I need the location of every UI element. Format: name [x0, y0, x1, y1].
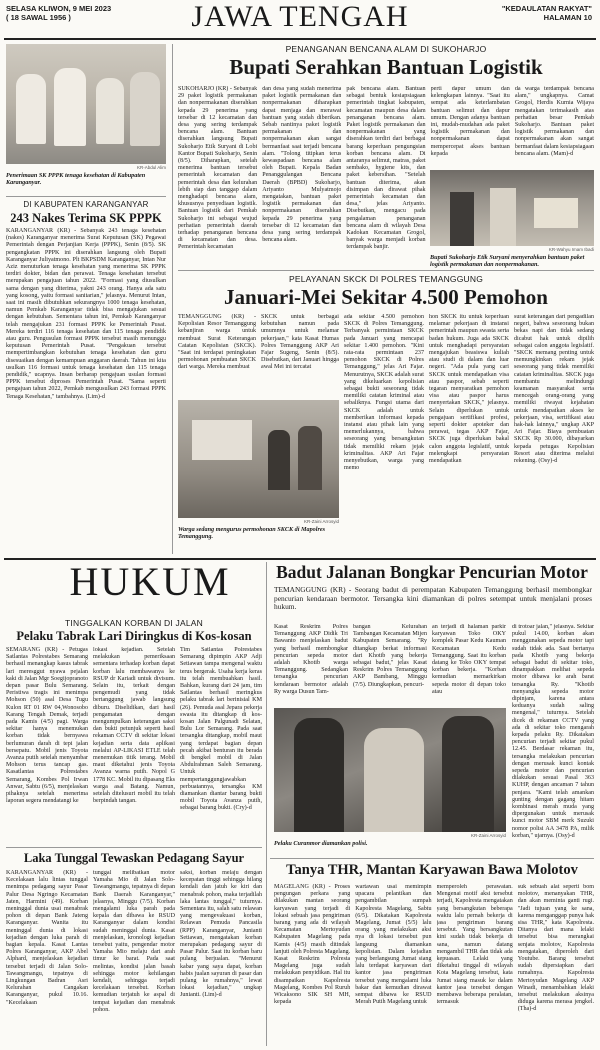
badut-lead: TEMANGGUNG (KR) - Seorang badut di perempatan Kabupaten Temanggung berhasil membongkar pencurian kendaraan bermotor. Tersangka kini diamankan di polres setempat untuk menjalani proses hukum. [274, 586, 592, 612]
thr-columns [274, 884, 594, 1044]
logistik-photo [430, 170, 594, 246]
divider [6, 847, 262, 848]
skck-col-3: ada sekitar 4.500 pemohon SKCK di Polres Temanggung. Terbanyak permintaan SKCK pada Januari yang mencapai sekitar 1.400 pemohon. "Kini rata-rata permintaan 237 pemohon SKCK di Polres Temanggung," jelas Ari Fajar. Menurutnya, SKCK adalah surat yang dikeluarkan kepolisian sebagai bukti seseorang tidak memiliki catatan kriminal atau sebaliknya. Fungsi utama dari SKCK adalah untuk memberikan informasi kepada instansi atau pihak lain yang memerlukannya, bahwa seseorang yang bersangkutan tidak memiliki rekam jejak kriminalitas. AKP Ari Fajar menyebutkan, warga yang memo [344, 314, 424, 472]
badut-photo [274, 708, 506, 832]
laka-col-2: tunggal melibatkan motor Yamaha Mio di Jalan Solo-Tawangmangu, tepatnya di depan Bank Daerah Karanganyar," jelasnya, Minggu (7/5). Korban mengalami luka parah pada kepala dan dibawa ke RSUD Karanganyar dalam kondisi sudah meninggal dunia. Kasat menjelaskan, kronologi kejadian tersebut yaitu, pengendar motor Yamaha Mio melaju dari arah timur ke barat. Pada saat melintas, kondisi jalan basah sehingga motor kehilangan kendali, sehingga terjadi kecelakaan tersebut. Korban kemudian terjatuh ke aspal di tempat kejadian dan menabrak pohon. [93, 870, 175, 1013]
hijri-date-text: ( 18 SAWAL 1956 ) [6, 13, 71, 22]
column-divider [266, 562, 267, 1046]
tabrak-kicker: TINGGALKAN KORBAN DI JALAN [65, 618, 203, 628]
thr-col-3: memperoleh perawatan. Mengenai motif aksi tersebut terjadi, Kapolresta mengatakan yang bersangkutan beberapa waktu lalu pernah bekerja di jasa pengiriman barang tersebut. Yang bersangkutan kini sudah tidak bekerja di sana, namun datang mengambil THR dan tidak ada kepuasan. Lelaki yang diketahui tinggal di wilayah Kota Magelang tersebut, kata Jumat siang masuk ke dalam kantor jasa tersebut dengan membawa beberapa peralatan, termasuk [436, 884, 513, 1006]
header-right [502, 4, 592, 22]
nakes-kicker: DI KABUPATEN KARANGANYAR [23, 200, 149, 209]
date-text: SELASA KLIWON, 9 MEI 2023 [6, 4, 112, 13]
nakes-photo [6, 44, 166, 164]
badut-headline: Badut Jalanan Bongkar Pencurian Motor [276, 562, 588, 582]
masthead-rule [4, 38, 596, 40]
logistik-kicker: PENANGANAN BENCANA ALAM DI SUKOHARJO [285, 44, 487, 54]
logistik-col-5: da warga terdampak bencana alam," ungkapnya. Camat Grogol, Herdis Kurnia Wijaya mengatakan terimakasih atas perhatian besar Pemkab Sukoharjo. Bantuan paket logistik permakanan dan nonpermakanan akan sangat bermanfaat dalam kesiapsiagaan bencana alam. (Mam)-d [514, 86, 595, 157]
motto-text: "KEDAULATAN RAKYAT" [501, 4, 592, 13]
nakes-photo-credit: KR-Abdul Alim [136, 165, 166, 170]
thr-col-2: wartawan usai memimpin upacara pelantikan dan pengambilan sumpah Kapolresta Magelang, Sabtu (6/5). Dikatakan Kapolresta Magelang, Jumat (5/5) lalu orang yang melakukan aksi nya di lokasi tersebut pun langsung diamankan kepolisian. Dalam kejadian yang berlangsung Jumat siang lalu terdapat karyawan dari kantor jasa pengiriman tersebut yang mengalami luka bakar dan kemudian dirawat sempat dibawa ke RSUD Merah Putih Magelang untuk [355, 884, 432, 1006]
logistik-headline: Bupati Serahkan Bantuan Logistik [229, 55, 543, 79]
skck-kicker: PELAYANAN SKCK DI POLRES TEMANGGUNG [288, 274, 484, 284]
divider [270, 858, 594, 859]
skck-headline: Januari-Mei Sekitar 4.500 Pemohon [224, 285, 548, 309]
logistik-photo-caption: Bupati Sukoharjo Etik Suryani menyerahkan bantuan paket logistik permakanan dan nonpermakanan. [430, 254, 585, 269]
laka-columns [6, 870, 262, 1042]
skck-photo [178, 400, 339, 518]
skck-photo-caption: Warga sedang mengurus permohonan SKCK di Mapolres Temanggung. [178, 526, 326, 541]
tabrak-col-3: Tim Satlantas Polrestabes Semarang dipimpin AKP Adji Setiawan tampa mengenal waktu terus bergerak. Usaha kerja keras itu telah membuahkan hasil. Bahkan, kurang dari 24 jam, tim Satlantas berhasil meringkus pelaku tabrak lari berinisial KM (26). Pemuda asal Jepara pekerja swasta itu ditangkap di kos-kosan Jalan Palgunadi Selatan, Bulu Lor Semarang. Pada saat tersangka ditangkap, mobil maut yang terdapat bagian depan pecah akibat benturan itu berada di bengkel mobil di Jalan Abdulrahman Saleh Semarang. Untuk mempertanggungjawabkan perbuatannya, tersangka KM diamankan diantar barang bukti mobil Toyota Avanza putih, sebagai barang bukti. (Cry)-d [180, 647, 262, 812]
skck-col-5: surat keterangan dari pengadilan negeri, bahwa seseorang bukan bekas napi dan tidak sedang dicabut hak untuk dipilih sebagai calon anggota legislatif. "SKCK memang penting untuk memungkinkan rekam jejak seseorang yang tidak memiliki catatan kriminalitas. SKCK juga membantu melindungi keamanan masyarakat serta mencegah orang-orang yang memiliki riwayat kejahatan untuk mendapatkan akses ke pekerjaan, visa, sertifikasi atau hak-hak lainnya," ungkap AKP Ari Fajar. Biaya pembuatan SKCK Rp 30.000, dibayarkan kepada petugas Kepolisian Resort atau diterima melalui rekening. (Osy)-d [514, 314, 594, 465]
skck-col-4: hon SKCK itu untuk keperluan melamar pekerjaan di instansi pemerintah maupun swasta serta badan hukum. Juga ada SKCK untuk menghadapi persyaratan mengajukan beasiswa kuliah atau studi di dalam dan luar negeri. "Ada pula yang cari SKCK untuk mendapatkan visa atau paspor, sebab seperti tegaran menyaratkan pemohon visa atau paspor harus menyertakan SKCK," jelasnya. Selain diperlukan untuk pengajuan sertifikasi profesi, seperti dokter apoteker dan perawat, tegas AKP Fajar, SKCK juga diperlukan bakal calon anggota legislatif, untuk melengkapi persyaratan mendapatkan [429, 314, 509, 465]
page-number: HALAMAN 10 [543, 13, 592, 22]
laka-headline: Laka Tunggal Tewaskan Pedagang Sayur [23, 851, 245, 865]
thr-col-1: MAGELANG (KR) - Proses pengungan perkara yang dilakukan mantan seorang karyawan yang terjadi di lokasi sebuah jasa pengiriman barang yang ada di wilayah Kecamatan Mertoyudan Kabupaten Magelang pada Kamis (4/5) masih ditindak lanjuti oleh Polresta Magelang. Kasat Reskrim Polresta Magelang juga sudah melakukan penyidikan. Hal itu disampaikan Kapolresta Magelang, Kombes Pol Ruruh Wicaksono SIK SH MH, kepada [274, 884, 351, 1006]
masthead: JAWA TENGAH [191, 0, 409, 33]
section-title: HUKUM [69, 559, 231, 604]
logistik-col-3: pak bencana alam. Bantuan sebagai bentuk kesiapsiagaan pemerintah tingkat kabupaten, kecamatan maupun desa dalam penanganan bencana alam. Paket logistik permakanan dan nonpermakanan yang diserahkan terdiri dari berbagai barang keperluan pengungsian korban bencana alam. Di antaranya selimut, matras, paket sembako, hygiene kits, dan paket kebersihan. "Setelah bantuan diterima, akan disimpan dan dirawat pihak pemerintah kecamatan dan desa," jelas Ariyanto. Disebutkan, mengacu pada pengalaman penanganan bencana alam di wilayah Desa Kadokan Kecamatan Grogol, banyak warga menjadi korban terdampak banjir. [346, 86, 426, 251]
badut-photo-caption: Pelaku Curanmor diamankan polisi. [274, 840, 368, 847]
logistik-col-1: SUKOHARJO (KR) - Sebanyak 29 paket logistik permakanan dan nonpermakanan diserahkan kepada 29 penerima yang tersebar di 12 kecamatan dan desa yang sering terdampak bencana alam. Bantuan diserahkan langsung Bupati Sukoharjo Etik Suryani di Lobi Kantor Bupati Sukoharjo, Senin (8/5). Diharapkan, setelah menerima bantuan tersebut pemerintah kecamatan dan pemerintah desa dan kelurahan lebih siap dan tanggap dalam menghadapi bencana alam, khususnya penyediaan logistik. Bantuan logistik dari Pemkab Sukoharjo ini sebagai wujud perhatian pemerintah daerah terhadap penanganan bencana di kecamatan dan desa. Pemerintah kecamatan [178, 86, 258, 251]
tabrak-headline: Pelaku Tabrak Lari Diringkus di Kos-kosan [16, 629, 252, 643]
badut-col-2: bangan Kelurahan Tambangan Kecamatan Mijen Kabupaten Semarang. "Ry ditangkap berkat informasi dari Khotib yang bekerja sebagai badut," jelas Kasat Reskrim Polres Temanggung AKP Bambang, Minggu (7/5). Diungkapkan, pencuri- [353, 624, 427, 688]
logistik-col-2: dan desa yang sudah menerima paket logistik permakanan dan nonpermakanan diharapkan dapat menjaga dan merawat bantuan yang sudah diberikan. Sebab nantinya paket logistik permakanan dan nonpermakanan akan sangat bermanfaat saat terjadi bencana alam. "Tolong titipkan terus kewaspadaan bencana alam oleh Bupati. Kepala Badan Penanggulangan Bencana Daerah (BPBD) Sukoharjo, Ariyanto Mulyatmojo mengatakan, bantuan paket logistik permakanan dan nonpermakanan diserahkan kepada 29 penerima yang tersebar di 12 kecamatan dan desa yang sering terdampak bencana alam. [262, 86, 342, 244]
nakes-article: KARANGANYAR (KR) - Sebanyak 243 tenaga kesehatan (nakes) Karanganyar menerima Surat Keputusan (SK) Pegawai Pemerintah dengan Perjanjian Kerja (PPPK), Senin (8/5). SK pengangkatan PPPK ini diserahkan langsung oleh Bupati Karanganyar Juliyatmono. Plt BKPSDM Karanganyar, Intan Nur Aziz menuturkan tenaga kesehatan yang menerima SK PPPK terdiri dokter, bidan dan perawat. Tenaga kesehatan tersebut merupakan pengajuan tahun 2022. "Formasi yang diusulkan sama dengan yang diterima, yakni 243 orang. Hanya ada satu yang kosong, yaitu formasi sanitarian," jelasnya. Menurut Intan, saat ini masih dibutuhkan sekurangnya 1000 tenaga kesehatan, namun Pemkab Karanganyar tidak bisa mengajukan sesuai dengan kebutuhan. Sementara tahun ini, Pemkab Karanganyar telah mengajukan 231 formasi PPPK ke Pemerintah Pusat. Mereka terdiri 116 tenaga kesehatan dan 115 tenaga pendidik atau guru. Pengusulan formasi PPPK tersebut masih menunggu keputusan Pemerintah Pusat. "Pengakuan tersebut mempertimbangkan kebutuhan tenaga kesehatan dan guru disesuaikan dengan kemampuan anggaran daerah. Tahun ini kita usulkan 116 formasi untuk tenaga kesehatan dan 115 tenaga pendidik," ucapnya. Insan berharap pengajuan usulan formasi PPPK tersebut diproses Pemerintah Pusat. "Sama seperti pengajuan tahun 2022, Pemkab mengusulkan 243 formasi PPPK Tenaga Kesehatan," tambahnya. (Lim)-d [6, 228, 166, 400]
badut-col-4: di trotoar jalan," jelasnya. Sekitar pukul 14.00, korban akan menggunakan sepeda motor tapi sudah tidak ada. Saat bertanya pada Khotib yang bekerja sebagai badut di sekitar toko, dinampakkan melihat sepeda motor dibawa ke arah barat tersangka Ry. "Khotib menyangka sepeda motor dipinjam, karena antara keduanya sudah saling mengenal," tuturnya. Setelah dicek di rekaman CCTV yang ada di sekitar toko mengarah kepada pelaku Ry. Dikatakan pencurian terjadi sekitar pukul 12.45. Berdasar rekaman itu, tersangka melakukan pencurian dengan merusak kunci kontak sepeda motor dan pencurian dilakukan sesuai Pasal 363 KUHP, dengan ancaman 7 tahun penjara. "Kami telah amankan gunting dengan gagang hitam kombinasi merah muda yang dipergunakan untuk merusak kunci motor SBM merk Suzuki nomor polisi AA 3478 PA, milik korban," ujarnya. (Osy)-d [512, 624, 594, 839]
badut-col-1: Kasat Reskrim Polres Temanggung AKP Didik Tri Bawanto menjelaskan badut yang berhasil membongkar pencurian sepeda motor adalah Khotib warga Temanggung. Sedangkan tersangka pencurian kendaraan bermotor adalah Ry warga Dusun Tam- [274, 624, 348, 695]
skck-photo-credit: KR-Zaini Arrosyid [303, 519, 339, 524]
logistik-photo-credit: KR-Wahyu Imam Ibadi [548, 247, 594, 252]
nakes-photo-caption: Penerimaan SK PPPK tenaga kesehatan di Kabupaten Karanganyar. [6, 172, 146, 187]
divider [178, 270, 594, 271]
badut-photo-credit: KR-Zaini Arrosyid [470, 833, 506, 838]
laka-col-1: KARANGANYAR (KR) - Kecelakaan lalu lintas tunggal menimpa pedagang sayur Pasar Palur Desa Ngringo Kecamatan Jaten, Harmini (49). Korban meninggal dunia usai menabrak pohon di depan Bank Jateng Karanganyar. Wanita itu meninggal dunia di lokasi kejadian dengan luka parah di bagian kepala. Kasat Lantas Polres Karanganyar, AKP Abel Alphard, menjelaskan kejadian tersebut terjadi di Jalan Solo-Tawangmangu, tepatnya di Lingkungan Badran Asri Kelurahan Cangakan Karanganyar, pukul 10.16. "Kecelakaan [6, 870, 88, 1006]
laka-col-3: saksi, korban melaju dengan kecepatan tinggi sehingga hilang kendali dan jatuh ke kiri dan menabrak pohon, maka terjadilah laka lantas tunggal," tuturnya. Sementara itu, salah satu relawan yang mengevakuasi korban, Relawan Pemuda Pancasila (RPP) Karanganyar, Junianti Setiawan, mengatakan korban merupakan pedagang sayur di Pasar Palur. Saat itu korban baru pulang berjualan. "Menurut kabar yang saya dapat, korban habis jualan sayuran di pasar dan pulang ke rumahnya," lewat lokasi kejadian," ungkap Junianti. (Lim)-d [180, 870, 262, 999]
tabrak-col-1: SEMARANG (KR) - Petugas Satlantas Polrestabes Semarang berhasil menangkap kasus tabrak lari meresggut nyawa pejalan kaki di Jalan Mgr Soegijopranoto depan pasar Bulu Semarang. Peristiwa tragis ini menimpa Mohson (50) asal Desa Tugu Kulon RT 01 RW 04,Wonosobo Karang Tengah Demak, terjadi pada Kamis (4/5) pagi. Warga sekitar hanya menemukan korban tidak bernyawa berlumuran darah di tepi jalan bersepatu. Mobil jenis Toyota Avanza putih setelah menyambar Mohson terus tancap gas. Kasatlantas Polrestabes Semarang, Kombes Pol Irwan Anwar, Sabtu (6/5), menjelaskan pihaknya setelah menerima laporan segera mendatangi ke [6, 647, 88, 805]
column-divider [172, 44, 173, 554]
thr-headline: Tanya THR, Mantan Karyawan Bawa Molotov [286, 862, 578, 878]
tabrak-columns [6, 647, 262, 843]
divider [6, 196, 166, 197]
skck-col-1: TEMANGGUNG (KR) - Kepolisian Resor Temanggung kebanjiran warga untuk membuat Surat Keterangan Catatan Kepolisian (SKCK). "Saat ini terdapat peningkatan permohonan pembuatan SKCK dari warga. Mereka membuat [178, 314, 256, 371]
logistik-col-4: perti dapur umum dan kelengkapan lainnya. "Saat itu sempat ada keterlambatan bantuan selimut dan dapur umum. Dengan adanya bantuan ini, mudah-mudahan ada paket logistik permakanan dan nonpermakanan dapat mempercepat akses bantuan kepada [430, 86, 510, 157]
nakes-headline: 243 Nakes Terima SK PPPK [10, 211, 162, 225]
header-date [6, 4, 111, 22]
thr-col-4: suk sebuah alat seperti bom molotov, menanyakan THR, dan akan meminta ganti rugi. "Jadi tujuan yang ke sana, karena menganggap punya hak sisa THR," kata Kapolresta. Ditanya dari mana lelaki tersebut bisa merangkai senjata molotov, Kapolresta mengatakan, diperoleh dari Youtube. Barang tersebut sudah dipersiapkan dari rumahnya. Kapolresta Mertoyudan Magelang AKP Winadi, menambahkan lelaki tersebut melakukan aksinya diduga karena merasa jengkel. (Tha)-d [517, 884, 594, 1013]
badut-col-3: an terjadi di halaman parkir karyawan Toko OKY komplek Pasar Kedu Kauman Kecamatan Kedu Temanggung. Saat itu korban datang ke Toko OKY tempat korban bekerja. "Korban kemudian memarkirkan sepeda motor di depan toko atau [432, 624, 506, 695]
skck-col-2: SKCK untuk berbagai kebutuhan namun pada umumnya untuk melamar pekerjaan," kata Kasat Humas Polres Temanggung AKP Ari Fajar Sugeng, Senin (8/5). Disebutkan, dari Januari hingga awal Mei ini tercatat [261, 314, 339, 371]
tabrak-col-2: lokasi kejadian. Setelah melakukan pemeriksaan sementara terhadap korban dapat korban lalu membawanya ke RSUP dr Kariadi untuk divisum. Selain itu, terkait dengan pengemudi yang tidak bertanggung jawab langsung diburu. Diselidikan, dari hasil pengamatan dengan mengumpulkan keterangan saksi dan bukti petunjuk seperti hasil rekaman CCTV di sekitar lokasi kejadian serta data aplikasi melalui AP-LIKASI ETLE telah menemukan titik terang. Mobil maut diketahui jenis Toyota Avanza warna putih. Nopol G 1778 KC. Mobil itu dipasang Eks warga asal Batang. Namun, setelah ditelusuri mobil itu telah berpindah tangan. [93, 647, 175, 805]
